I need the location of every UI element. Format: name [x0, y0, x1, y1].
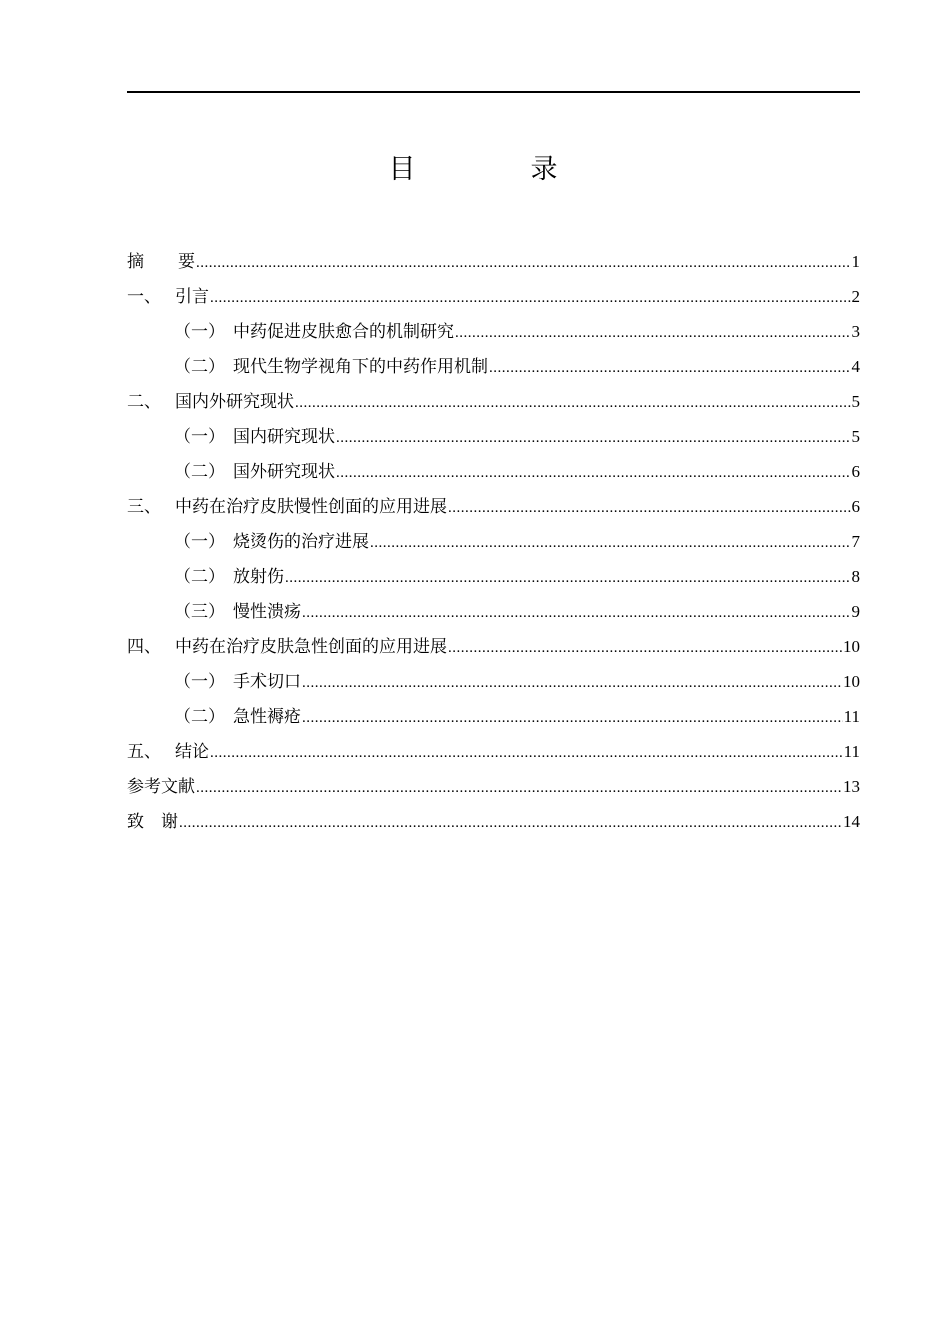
toc-dot-leader	[455, 316, 851, 351]
toc-entry-title: 参考文献	[127, 777, 195, 797]
toc-page-number: 1	[851, 252, 860, 271]
toc-page-number: 7	[851, 532, 860, 551]
toc-list	[127, 244, 860, 839]
toc-dot-leader	[370, 526, 851, 561]
toc-entry-number: （一）	[174, 427, 225, 447]
toc-entry-title: 现代生物学视角下的中药作用机制	[233, 357, 488, 377]
toc-entry-title: 中药在治疗皮肤慢性创面的应用进展	[175, 497, 447, 517]
toc-dot-leader	[196, 246, 851, 281]
toc-page-number: 14	[843, 812, 860, 831]
toc-entry-section[interactable]	[127, 384, 860, 419]
toc-page-number: 5	[851, 427, 860, 446]
toc-entry-number: 四、	[127, 637, 161, 657]
toc-entry-references[interactable]	[127, 769, 860, 804]
toc-dot-leader	[302, 666, 842, 701]
toc-entry-title: 中药在治疗皮肤急性创面的应用进展	[175, 637, 447, 657]
toc-entry-number: （一）	[174, 322, 225, 342]
toc-entry-number: 五、	[127, 742, 161, 762]
toc-entry-number: （一）	[174, 672, 225, 692]
toc-entry-title: 摘 要	[127, 252, 195, 272]
toc-entry-subsection[interactable]	[127, 594, 860, 629]
toc-title: 目 录	[388, 154, 602, 185]
toc-entry-abstract[interactable]	[127, 244, 860, 279]
toc-page-number: 2	[851, 287, 860, 306]
toc-page-number: 13	[843, 777, 860, 796]
toc-page-number: 4	[851, 357, 860, 376]
toc-entry-title: 手术切口	[233, 672, 301, 692]
toc-entry-title: 国内研究现状	[233, 427, 335, 447]
toc-page-number: 11	[843, 707, 860, 726]
toc-entry-title: 烧烫伤的治疗进展	[233, 532, 369, 552]
toc-entry-title: 国内外研究现状	[175, 392, 294, 412]
toc-page-number: 3	[851, 322, 860, 341]
toc-dot-leader	[295, 386, 851, 421]
toc-entry-section[interactable]	[127, 489, 860, 524]
toc-entry-number: （一）	[174, 532, 225, 552]
toc-page-number: 10	[843, 672, 860, 691]
toc-dot-leader	[179, 806, 842, 841]
toc-page-number: 9	[851, 602, 860, 621]
toc-page-number: 8	[851, 567, 860, 586]
toc-entry-number: （二）	[174, 357, 225, 377]
toc-dot-leader	[336, 456, 851, 491]
toc-entry-title: 国外研究现状	[233, 462, 335, 482]
toc-entry-number: 一、	[127, 287, 161, 307]
toc-entry-subsection[interactable]	[127, 349, 860, 384]
toc-entry-subsection[interactable]	[127, 419, 860, 454]
toc-page-number: 10	[843, 637, 860, 656]
toc-page-number: 6	[851, 497, 860, 516]
toc-page-number: 5	[851, 392, 860, 411]
toc-dot-leader	[489, 351, 851, 386]
toc-dot-leader	[210, 281, 851, 316]
toc-entry-number: 二、	[127, 392, 161, 412]
toc-entry-title: 放射伤	[233, 567, 284, 587]
toc-dot-leader	[448, 491, 851, 526]
toc-entry-conclusion[interactable]	[127, 734, 860, 769]
toc-entry-subsection[interactable]	[127, 559, 860, 594]
toc-entry-subsection[interactable]	[127, 524, 860, 559]
header-rule	[127, 91, 860, 93]
toc-entry-number: （三）	[174, 602, 225, 622]
toc-entry-title: 致 谢	[127, 812, 178, 832]
toc-entry-number: （二）	[174, 707, 225, 727]
toc-entry-number: （二）	[174, 567, 225, 587]
toc-dot-leader	[448, 631, 842, 666]
toc-entry-title: 急性褥疮	[233, 707, 301, 727]
toc-dot-leader	[196, 771, 842, 806]
toc-dot-leader	[210, 736, 843, 771]
toc-page-number: 11	[843, 742, 860, 761]
toc-entry-number: 三、	[127, 497, 161, 517]
toc-entry-subsection[interactable]	[127, 314, 860, 349]
toc-entry-title: 中药促进皮肤愈合的机制研究	[233, 322, 454, 342]
toc-entry-section[interactable]	[127, 629, 860, 664]
toc-entry-introduction[interactable]	[127, 279, 860, 314]
toc-entry-subsection[interactable]	[127, 664, 860, 699]
toc-dot-leader	[336, 421, 851, 456]
toc-entry-subsection[interactable]	[127, 699, 860, 734]
toc-dot-leader	[285, 561, 851, 596]
toc-dot-leader	[302, 596, 851, 631]
toc-dot-leader	[302, 701, 843, 736]
toc-entry-number: （二）	[174, 462, 225, 482]
toc-entry-acknowledgements[interactable]	[127, 804, 860, 839]
toc-entry-title: 结论	[175, 742, 209, 762]
toc-entry-title: 引言	[175, 287, 209, 307]
toc-entry-subsection[interactable]	[127, 454, 860, 489]
toc-entry-title: 慢性溃疡	[233, 602, 301, 622]
toc-page-number: 6	[851, 462, 860, 481]
